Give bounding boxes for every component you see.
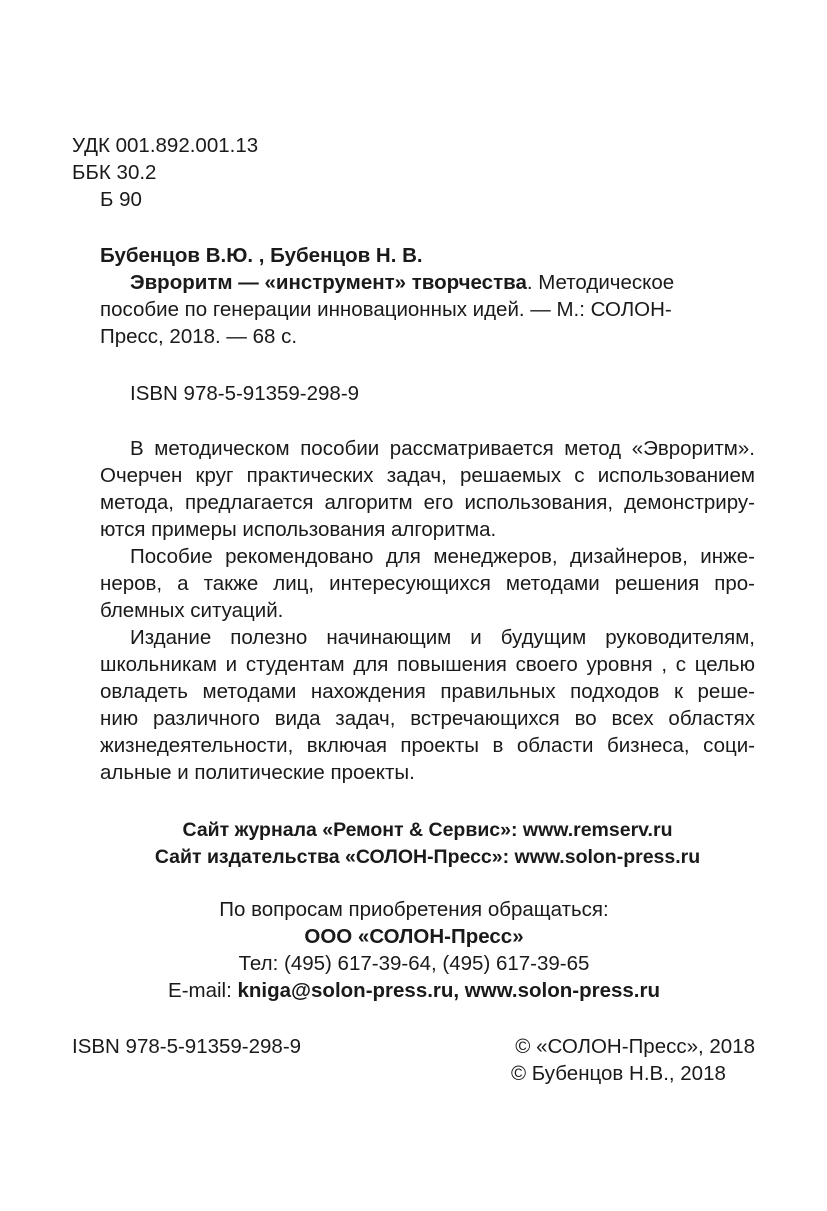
abstract-line: Издание полезно начинающим и будущим руководителям, bbox=[130, 626, 755, 649]
abstract-line: овладеть методами нахождения правильных подходов к реше- bbox=[100, 680, 755, 703]
websites-block bbox=[100, 817, 755, 871]
abstract-line: ются примеры использования алгоритма. bbox=[100, 518, 497, 541]
journal-site: Сайт журнала «Ремонт & Сервис»: www.remserv.ru bbox=[182, 819, 673, 841]
email-label: E-mail: bbox=[168, 979, 238, 1002]
bibliographic-record bbox=[100, 242, 727, 350]
company-name: ООО «СОЛОН-Пресс» bbox=[304, 925, 524, 948]
contacts-block bbox=[100, 896, 728, 1004]
abstract-line: альные и политические проекты. bbox=[100, 761, 415, 784]
copyright-author: © Бубенцов Н.В., 2018 bbox=[511, 1062, 726, 1085]
publisher-site: Сайт издательства «СОЛОН-Пресс»: www.solon-press.ru bbox=[154, 846, 701, 868]
phone-numbers: Тел: (495) 617-39-64, (495) 617-39-65 bbox=[238, 952, 590, 975]
contacts-intro: По вопросам приобретения обращаться: bbox=[219, 898, 609, 921]
bibliography-line-3: Пресс, 2018. — 68 с. bbox=[100, 325, 298, 348]
email-value: kniga@solon-press.ru, www.solon-press.ru bbox=[237, 979, 660, 1002]
abstract-line: Очерчен круг практических задач, решаемых с использованием bbox=[100, 464, 755, 487]
abstract-line: метода, предлагается алгоритм его использования, демонстриру- bbox=[100, 491, 755, 514]
classification-block bbox=[72, 132, 258, 213]
footer-isbn: ISBN 978-5-91359-298-9 bbox=[72, 1035, 302, 1058]
email-line bbox=[100, 977, 728, 1004]
abstract-line: блемных ситуаций. bbox=[100, 599, 284, 622]
copyright-publisher: © «СОЛОН-Пресс», 2018 bbox=[515, 1035, 755, 1058]
abstract-line: нию различного вида задач, встречающихся во всех областях bbox=[100, 707, 755, 730]
book-title: Эвроритм — «инструмент» творчества bbox=[130, 271, 527, 294]
abstract-line: Пособие рекомендовано для менеджеров, дизайнеров, инже- bbox=[130, 545, 755, 568]
abstract-line: В методическом пособии рассматривается метод «Эвроритм». bbox=[130, 437, 755, 460]
abstract-line: жизнедеятельности, включая проекты в области бизнеса, соци- bbox=[100, 734, 755, 757]
isbn-main: ISBN 978-5-91359-298-9 bbox=[130, 382, 360, 405]
abstract-line: школьникам и студентам для повышения своего уровня , с целью bbox=[100, 653, 755, 676]
udk-code: УДК 001.892.001.13 bbox=[72, 134, 259, 157]
abstract-line: неров, а также лиц, интересующихся методами решения про- bbox=[100, 572, 755, 595]
title-line bbox=[100, 269, 727, 296]
authors: Бубенцов В.Ю. , Бубенцов Н. В. bbox=[100, 244, 423, 267]
abstract bbox=[100, 435, 755, 786]
author-mark: Б 90 bbox=[100, 188, 142, 211]
book-subtitle-start: . Методическое bbox=[526, 271, 675, 294]
copyright-block bbox=[511, 1033, 755, 1087]
bibliography-line-2: пособие по генерации инновационных идей. — М.: СОЛОН- bbox=[100, 298, 672, 321]
bbk-code: ББК 30.2 bbox=[72, 161, 157, 184]
